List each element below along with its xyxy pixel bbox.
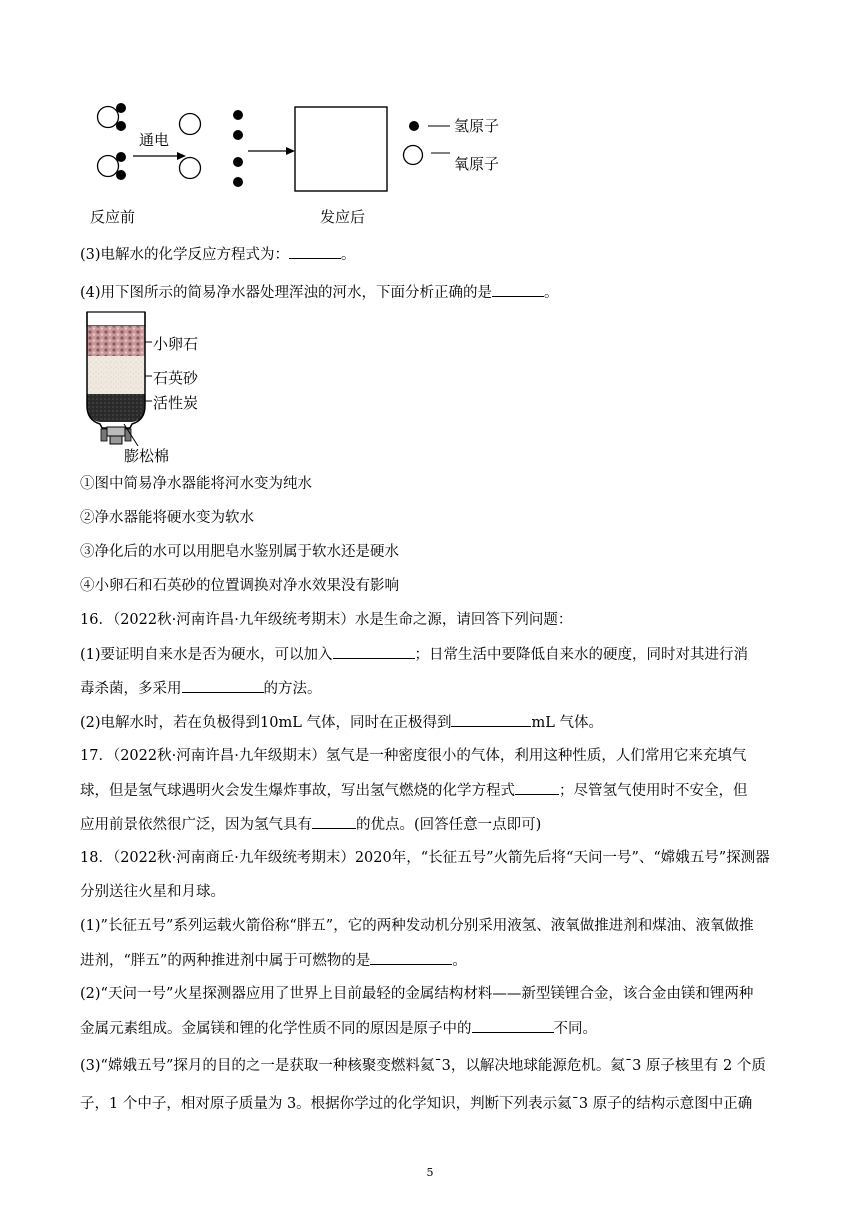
after-label: 发应后 — [320, 208, 366, 226]
q15-option: ④小卵石和石英砂的位置调换对净水效果没有影响 — [80, 578, 399, 594]
before-label: 反应前 — [90, 208, 136, 226]
filter-label-activated-carbon: 活性炭 — [153, 394, 199, 412]
hydrogen-atom — [233, 157, 243, 167]
q16-line: 毒杀菌，多采用 的方法。 — [80, 678, 780, 699]
q15-option: ①图中简易净水器能将河水变为纯水 — [80, 476, 312, 492]
q18-line: 子，1 个中子，相对原子质量为 3。根据你学过的化学知识，判断下列表示氦¯3 原子的结构示意图中正确 — [80, 1096, 753, 1112]
q18-line: 分别送往火星和月球。 — [80, 884, 225, 900]
oxygen-atom — [98, 156, 119, 177]
filter-label-cotton: 膨松棉 — [124, 447, 170, 465]
q16-line: (2)电解水时，若在负极得到10mL 气体，同时在正极得到 mL 气体。 — [80, 712, 780, 733]
q18-line: 18．（2022秋·河南商丘·九年级统考期末）2020年，“长征五号”火箭先后将“天问一号”、“嫦娥五号”探测器 — [80, 850, 770, 866]
hydrogen-atom — [116, 152, 126, 162]
oxygen-atom — [180, 114, 201, 135]
filter-label-pebbles: 小卵石 — [153, 335, 199, 353]
page-number: 5 — [426, 1166, 434, 1179]
arrow-label: 通电 — [139, 131, 170, 149]
legend-hydrogen-label: 氢原子 — [454, 117, 500, 135]
q18-line: 金属元素组成。金属镁和锂的化学性质不同的原因是原子中的 不同。 — [80, 1018, 780, 1039]
legend-oxygen-icon — [404, 146, 423, 165]
q18-line: (3)“嫦娥五号”探月的目的之一是获取一种核聚变燃料氦¯3，以解决地球能源危机。氦¯3 原子核里有 2 个质 — [80, 1058, 766, 1074]
q15-sub4: (4)用下图所示的简易净水器处理浑浊的河水，下面分析正确的是 。 — [80, 282, 780, 303]
q15-option: ③净化后的水可以用肥皂水鉴别属于软水还是硬水 — [80, 544, 399, 560]
q17-line: 17．（2022秋·河南许昌·九年级期末）氢气是一种密度很小的气体，利用这种性质，人们常用它来充填气 — [80, 748, 747, 764]
q17-line: 应用前景依然很广泛，因为氢气具有 的优点。(回答任意一点即可) — [80, 814, 780, 835]
filter-label-quartz-sand: 石英砂 — [153, 369, 199, 387]
q17-line: 球，但是氢气球遇明火会发生爆炸事故，写出氢气燃烧的化学方程式 ；尽管氢气使用时不安全，但 — [80, 780, 780, 801]
q18-line: 进剂，“胖五”的两种推进剂中属于可燃物的是 。 — [80, 950, 780, 971]
legend-oxygen-label: 氧原子 — [454, 155, 500, 173]
hydrogen-atom — [233, 130, 243, 140]
q18-line: (1)”长征五号”系列运载火箭俗称“胖五”，它的两种发动机分别采用液氢、液氧做推进剂和煤油、液氧做推 — [80, 918, 754, 934]
hydrogen-atom — [116, 121, 126, 131]
q16-heading: 16．（2022秋·河南许昌·九年级统考期末）水是生命之源，请回答下列问题： — [80, 612, 573, 628]
hydrogen-atom — [116, 103, 126, 113]
q16-line: (1)要证明自来水是否为硬水，可以加入 ；日常生活中要降低自来水的硬度，同时对其进行消 — [80, 644, 780, 665]
hydrogen-atom — [233, 110, 243, 120]
oxygen-atom — [180, 158, 201, 179]
hydrogen-atom — [233, 177, 243, 187]
q15-sub3: (3)电解水的化学反应方程式为： 。 — [80, 244, 780, 265]
q15-option: ②净水器能将硬水变为软水 — [80, 510, 254, 526]
legend-hydrogen-icon — [409, 121, 419, 131]
oxygen-atom — [98, 107, 119, 128]
electrolysis-diagram — [0, 0, 860, 230]
hydrogen-atom — [116, 170, 126, 180]
answer-box — [295, 107, 387, 191]
q18-line: (2)“天问一号”火星探测器应用了世界上目前最轻的金属结构材料——新型镁锂合金，该合金由镁和锂两种 — [80, 986, 754, 1002]
